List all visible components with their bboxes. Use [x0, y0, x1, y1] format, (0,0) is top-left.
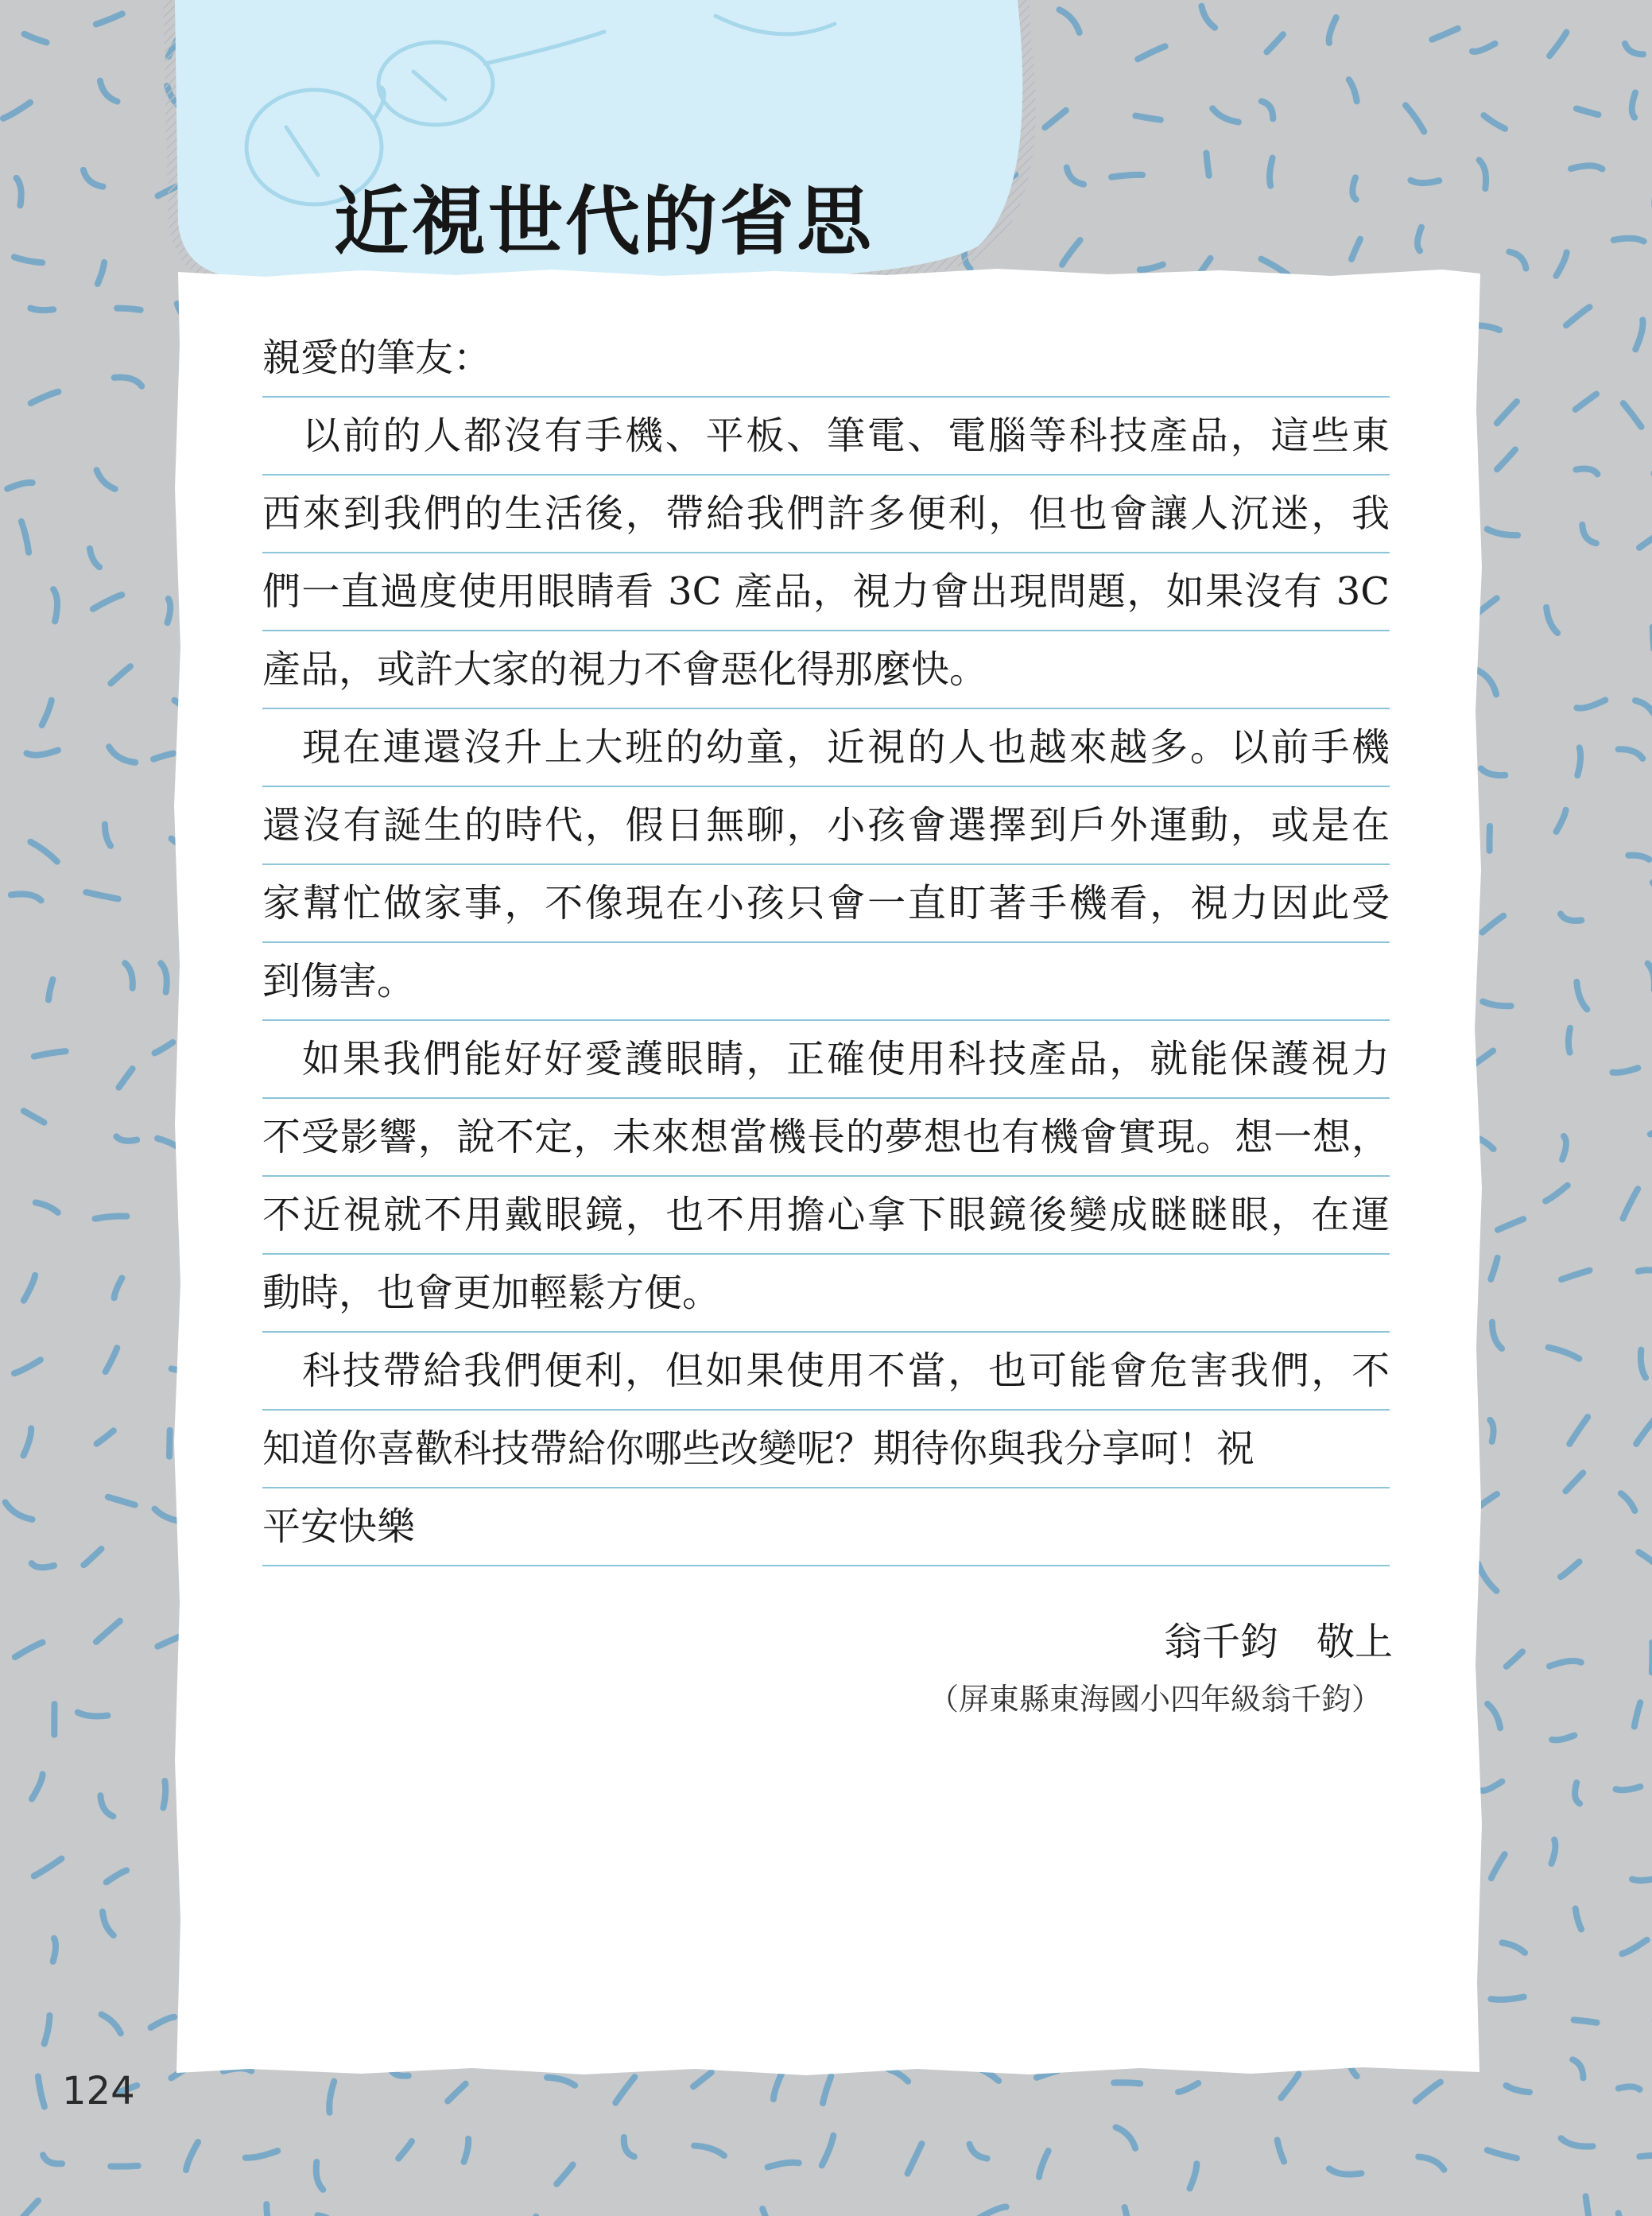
- confetti-dash: [1557, 810, 1566, 832]
- confetti-dash: [163, 1781, 165, 1808]
- confetti-dash: [1621, 1493, 1635, 1511]
- confetti-dash: [78, 1713, 108, 1717]
- confetti-dash: [111, 666, 130, 683]
- confetti-dash: [186, 2142, 198, 2170]
- confetti-dash: [53, 589, 57, 621]
- confetti-dash: [762, 2209, 777, 2216]
- confetti-dash: [615, 2077, 634, 2102]
- confetti-dash: [95, 1216, 126, 1218]
- confetti-dash: [1619, 749, 1643, 759]
- confetti-dash: [118, 1069, 132, 1088]
- confetti-dash: [97, 1430, 114, 1443]
- confetti-dash: [36, 1202, 58, 1213]
- letter-line: 還沒有誕生的時代，假日無聊，小孩會選擇到戶外運動，或是在: [262, 787, 1390, 865]
- author-affiliation: （屏東縣東海國小四年級翁千鈞）: [928, 1682, 1382, 1717]
- confetti-dash: [1507, 2086, 1530, 2092]
- confetti-dash: [1497, 402, 1517, 423]
- confetti-dash: [1582, 525, 1596, 543]
- confetti-dash: [48, 980, 52, 1000]
- confetti-dash: [105, 825, 111, 846]
- confetti-dash: [1576, 982, 1587, 1010]
- confetti-dash: [97, 470, 115, 489]
- confetti-dash: [624, 2137, 634, 2156]
- confetti-dash: [34, 1859, 62, 1876]
- confetti-dash: [1552, 1735, 1574, 1740]
- confetti-dash: [1490, 1420, 1493, 1442]
- confetti-dash: [30, 842, 56, 862]
- confetti-dash: [1178, 2083, 1198, 2092]
- confetti-dash: [1329, 2168, 1361, 2174]
- confetti-dash: [1498, 1219, 1523, 1230]
- confetti-dash: [53, 1939, 56, 1962]
- letter-line: 現在連還沒升上大班的幼童，近視的人也越來越多。以前手機: [262, 709, 1390, 787]
- confetti-dash: [20, 2201, 38, 2216]
- confetti-dash: [1638, 1270, 1652, 1275]
- confetti-dash: [1622, 1940, 1646, 1954]
- confetti-dash: [1492, 1322, 1502, 1349]
- confetti-dash: [86, 892, 118, 898]
- confetti-dash: [1551, 1840, 1555, 1864]
- confetti-dash: [1619, 2086, 1640, 2090]
- confetti-dash: [1641, 1350, 1646, 1378]
- letter-line: 家幫忙做家事，不像現在小孩只會一直盯著手機看，視力因此受: [262, 865, 1390, 943]
- confetti-dash: [1561, 1562, 1580, 1577]
- confetti-dash: [1628, 856, 1649, 860]
- confetti-dash: [448, 2084, 466, 2102]
- confetti-dash: [14, 1360, 41, 1373]
- confetti-dash: [1561, 2138, 1593, 2146]
- confetti-dash: [103, 1911, 114, 1935]
- confetti-dash: [556, 2164, 572, 2183]
- confetti-dash: [970, 2144, 987, 2159]
- confetti-dash: [1549, 1661, 1581, 1667]
- letter-body: [262, 320, 1390, 1566]
- confetti-dash: [1561, 1271, 1589, 1279]
- confetti-dash: [978, 2207, 1006, 2216]
- confetti-dash: [1190, 2164, 1197, 2188]
- confetti-dash: [109, 747, 135, 763]
- confetti-dash: [1623, 403, 1642, 427]
- confetti-dash: [38, 2076, 45, 2106]
- confetti-dash: [21, 522, 29, 553]
- confetti-dash: [24, 1428, 32, 1455]
- confetti-dash: [908, 2144, 922, 2174]
- confetti-dash: [398, 2141, 412, 2159]
- letter-line: 產品，或許大家的視力不會惡化得那麼快。: [262, 631, 1390, 709]
- confetti-dash: [1576, 394, 1596, 409]
- confetti-dash: [100, 1795, 113, 1816]
- confetti-dash: [1562, 1136, 1566, 1159]
- confetti-dash: [43, 2155, 62, 2164]
- confetti-dash: [93, 595, 122, 609]
- confetti-dash: [1278, 2140, 1285, 2161]
- confetti-dash: [114, 378, 142, 386]
- confetti-dash: [823, 2076, 831, 2103]
- letter-line: 不受影響，說不定，未來想當機長的夢想也有機會實現。想一想，: [262, 1099, 1390, 1177]
- confetti-dash: [96, 1621, 120, 1642]
- confetti-dash: [1635, 701, 1652, 713]
- letter-line: 科技帶給我們便利，但如果使用不當，也可能會危害我們，不: [262, 1333, 1390, 1411]
- confetti-dash: [1575, 1783, 1580, 1803]
- confetti-dash: [1612, 1068, 1638, 1073]
- letter-closing: 平安快樂: [262, 1488, 1390, 1566]
- confetti-dash: [1565, 1473, 1583, 1491]
- confetti-dash: [1487, 1704, 1500, 1728]
- confetti-dash: [45, 2016, 50, 2044]
- confetti-dash: [1561, 914, 1581, 921]
- page-title: 近視世代的省思: [334, 178, 874, 266]
- confetti-dash: [1416, 2082, 1441, 2101]
- confetti-dash: [24, 1111, 45, 1122]
- confetti-dash: [1638, 1552, 1652, 1564]
- confetti-dash: [266, 2204, 271, 2216]
- confetti-dash: [32, 1774, 42, 1799]
- confetti-dash: [1569, 1028, 1570, 1053]
- confetti-dash: [1545, 1186, 1568, 1201]
- confetti-dash: [1039, 2151, 1049, 2177]
- confetti-dash: [1487, 529, 1518, 535]
- confetti-dash: [111, 2166, 138, 2167]
- letter-line: 不近視就不用戴眼鏡，也不用擔心拿下眼鏡後變成瞇瞇眼，在運: [262, 1177, 1390, 1255]
- confetti-dash: [1615, 1787, 1640, 1790]
- confetti-dash: [329, 2082, 334, 2113]
- confetti-dash: [34, 1051, 66, 1057]
- confetti-dash: [1507, 1651, 1522, 1667]
- confetti-dash: [24, 1275, 35, 1301]
- confetti-dash: [1639, 2155, 1652, 2156]
- confetti-dash: [822, 2136, 834, 2166]
- confetti-dash: [1502, 1942, 1525, 1953]
- confetti-dash: [161, 963, 166, 992]
- confetti-dash: [108, 1497, 135, 1505]
- confetti-dash: [125, 963, 133, 988]
- confetti-dash: [6, 1502, 33, 1519]
- confetti-dash: [1636, 1419, 1652, 1443]
- confetti-dash: [102, 2015, 121, 2034]
- confetti-dash: [106, 1348, 118, 1372]
- confetti-dash: [11, 894, 41, 900]
- letter-line: 知道你喜歡科技帶給你哪些改變呢？期待你與我分享呵！祝: [262, 1411, 1390, 1488]
- confetti-dash: [1569, 1417, 1588, 1444]
- confetti-dash: [42, 701, 52, 725]
- confetti-dash: [1125, 2207, 1129, 2216]
- confetti-dash: [1623, 1189, 1638, 1218]
- confetti-dash: [1491, 1854, 1505, 1878]
- confetti-dash: [1497, 449, 1515, 469]
- page-number: 124: [62, 2069, 135, 2113]
- confetti-dash: [32, 1563, 54, 1567]
- confetti-dash: [1549, 1348, 1580, 1359]
- confetti-dash: [1648, 964, 1652, 990]
- letter-line: 以前的人都沒有手機、平板、筆電、電腦等科技產品，這些東: [262, 398, 1390, 475]
- confetti-dash: [1116, 2127, 1136, 2148]
- confetti-dash: [1576, 700, 1605, 708]
- confetti-dash: [26, 751, 57, 755]
- confetti-dash: [1639, 530, 1652, 547]
- letter-line: 到傷害。: [262, 943, 1390, 1021]
- confetti-dash: [1418, 2156, 1444, 2169]
- letter-greeting: 親愛的筆友：: [262, 320, 1390, 398]
- confetti-dash: [116, 1136, 137, 1140]
- confetti-dash: [1577, 747, 1580, 775]
- confetti-dash: [1546, 607, 1557, 633]
- confetti-dash: [1573, 2059, 1583, 2078]
- confetti-dash: [1632, 1876, 1652, 1880]
- confetti-dash: [1574, 2020, 1597, 2022]
- letter-signature: 翁千鈞 敬上: [1163, 1620, 1393, 1664]
- confetti-dash: [246, 2151, 278, 2158]
- confetti-dash: [1491, 1258, 1497, 1279]
- confetti-dash: [83, 1549, 101, 1565]
- confetti-dash: [1619, 2213, 1633, 2216]
- confetti-dash: [90, 549, 99, 567]
- confetti-dash: [1114, 2082, 1140, 2083]
- confetti-dash: [15, 1643, 43, 1658]
- confetti-dash: [694, 2146, 724, 2156]
- confetti-dash: [107, 1870, 126, 1882]
- letter-line: 們一直過度使用眼睛看 3C 產品，視力會出現問題，如果沒有 3C: [262, 553, 1390, 631]
- confetti-dash: [1635, 1702, 1640, 1726]
- confetti-dash: [1576, 1908, 1581, 1929]
- letter-line: 如果我們能好好愛護眼睛，正確使用科技產品，就能保護視力: [262, 1021, 1390, 1099]
- confetti-dash: [1491, 1997, 1523, 2000]
- confetti-dash: [7, 483, 33, 489]
- confetti-dash: [1586, 2196, 1590, 2216]
- confetti-dash: [1487, 2150, 1517, 2158]
- confetti-dash: [1576, 469, 1597, 475]
- confetti-dash: [768, 2163, 799, 2167]
- confetti-dash: [114, 1278, 122, 1298]
- confetti-dash: [1483, 1002, 1510, 1007]
- confetti-dash: [316, 2162, 324, 2190]
- confetti-dash: [464, 2139, 469, 2162]
- letter-line: 動時，也會更加輕鬆方便。: [262, 1255, 1390, 1333]
- letter-line: 西來到我們的生活後，帶給我們許多便利，但也會讓人沉迷，我: [262, 475, 1390, 553]
- confetti-dash: [31, 392, 59, 403]
